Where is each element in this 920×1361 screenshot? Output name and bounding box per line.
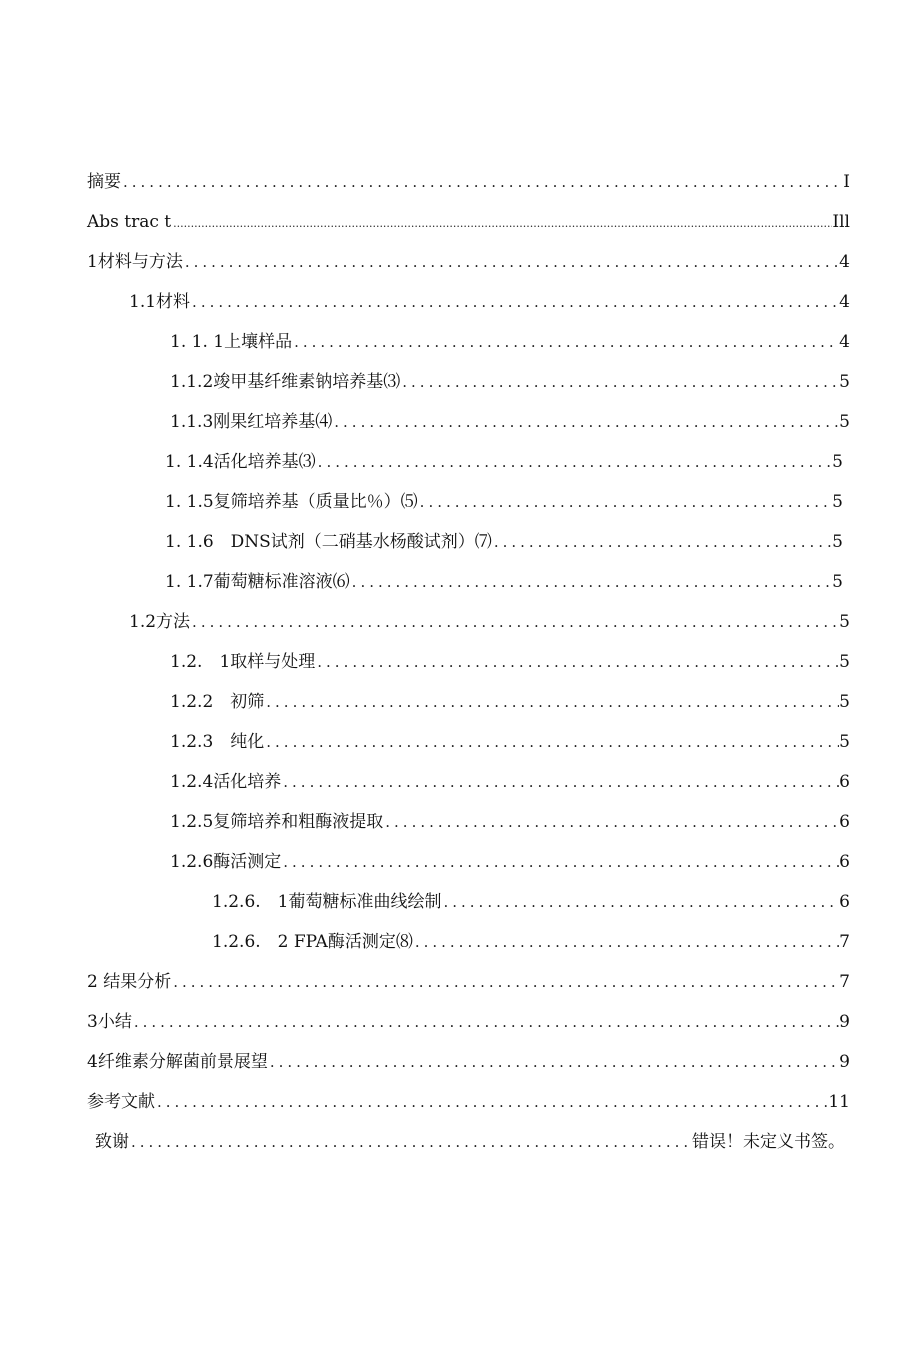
toc-entry-label: 1.1.2竣甲基纤维素钠培养基⑶	[170, 372, 401, 392]
toc-entry-label: 1.2.6酶活测定	[170, 852, 282, 872]
toc-dot-leader	[316, 450, 833, 474]
toc-entry-label: 1. 1. 1上壤样品	[170, 332, 293, 352]
toc-entry-page: 6	[839, 852, 850, 872]
toc-entry-label: 参考文献	[87, 1092, 155, 1112]
toc-entry-rescreen-medium[interactable]	[165, 490, 843, 514]
toc-entry-dns-reagent[interactable]	[165, 530, 843, 554]
toc-entry-purification[interactable]	[170, 730, 850, 754]
toc-entry-references[interactable]	[87, 1090, 850, 1114]
toc-dot-leader	[183, 250, 839, 274]
toc-entry-page: Ill	[832, 212, 850, 232]
toc-entry-page: 11	[828, 1092, 850, 1112]
toc-dot-leader	[171, 212, 832, 236]
toc-entry-page: 5	[839, 612, 850, 632]
toc-entry-label: 致谢	[95, 1132, 129, 1152]
toc-dot-leader	[281, 850, 839, 874]
toc-entry-primary-screening[interactable]	[170, 690, 850, 714]
toc-entry-abstract-cn[interactable]	[87, 170, 850, 194]
toc-entry-fpa-assay[interactable]	[212, 930, 850, 954]
toc-entry-glucose-standard-solution[interactable]	[165, 570, 843, 594]
toc-entry-soil-samples[interactable]	[170, 330, 850, 354]
toc-entry-outlook[interactable]	[87, 1050, 850, 1074]
toc-dot-leader	[155, 1090, 828, 1114]
toc-entry-page: 5	[839, 372, 850, 392]
toc-entry-page: 4	[839, 332, 850, 352]
toc-dot-leader	[441, 890, 839, 914]
toc-entry-label: 1. 1.6 DNS试剂（二硝基水杨酸试剂）⑺	[165, 532, 492, 552]
toc-entry-page: 4	[839, 252, 850, 272]
toc-entry-methods[interactable]	[129, 610, 850, 634]
toc-entry-page: 5	[839, 692, 850, 712]
toc-dot-leader	[121, 170, 843, 194]
toc-entry-abstract-en[interactable]	[87, 210, 850, 234]
toc-entry-sampling[interactable]	[170, 650, 850, 674]
toc-dot-leader	[383, 810, 839, 834]
toc-entry-glucose-curve[interactable]	[212, 890, 850, 914]
toc-entry-page: 5	[832, 492, 843, 512]
toc-entry-page: 5	[839, 412, 850, 432]
toc-dot-leader	[400, 370, 839, 394]
toc-dot-leader	[190, 610, 839, 634]
toc-entry-label: 4纤维素分解菌前景展望	[87, 1052, 268, 1072]
toc-entry-rescreen-extraction[interactable]	[170, 810, 850, 834]
toc-entry-label: 1.1材料	[129, 292, 191, 312]
toc-entry-page: 4	[839, 292, 850, 312]
toc-entry-label: 1.2.6. 1葡萄糖标准曲线绘制	[212, 892, 442, 912]
toc-dot-leader	[264, 690, 839, 714]
toc-entry-page: 7	[839, 932, 850, 952]
toc-dot-leader	[315, 650, 839, 674]
toc-dot-leader	[413, 930, 839, 954]
toc-entry-page: 5	[832, 452, 843, 472]
toc-entry-label: 1材料与方法	[87, 252, 183, 272]
toc-dot-leader	[268, 1050, 839, 1074]
toc-entry-page: 5	[839, 652, 850, 672]
toc-dot-leader	[171, 970, 839, 994]
toc-entry-label: 1. 1.7葡萄糖标准溶液⑹	[165, 572, 350, 592]
toc-entry-materials-methods[interactable]	[87, 250, 850, 274]
toc-entry-label: 摘要	[87, 172, 121, 192]
toc-entry-congo-red-medium[interactable]	[170, 410, 850, 434]
toc-entry-results[interactable]	[87, 970, 850, 994]
toc-entry-page: I	[843, 172, 850, 192]
toc-dot-leader	[132, 1010, 839, 1034]
toc-entry-label: 2 结果分析	[87, 972, 172, 992]
toc-dot-leader	[264, 730, 839, 754]
toc-entry-page: 6	[839, 772, 850, 792]
toc-entry-acknowledgements[interactable]	[95, 1130, 845, 1154]
toc-dot-leader	[281, 770, 839, 794]
toc-entry-label: 1. 1.5复筛培养基（质量比％）⑸	[165, 492, 418, 512]
toc-entry-activation-culture[interactable]	[170, 770, 850, 794]
toc-entry-page: 9	[839, 1052, 850, 1072]
toc-entry-label: Abs trac t	[87, 212, 172, 232]
toc-dot-leader	[350, 570, 833, 594]
toc-dot-leader	[129, 1130, 692, 1154]
toc-entry-label: 1.2.6. 2 FPA酶活测定⑻	[212, 932, 413, 952]
toc-entry-activation-medium[interactable]	[165, 450, 843, 474]
toc-dot-leader	[332, 410, 839, 434]
toc-entry-label: 1.2.3 纯化	[170, 732, 265, 752]
toc-entry-page: 7	[839, 972, 850, 992]
toc-entry-label: 1.2. 1取样与处理	[170, 652, 316, 672]
toc-entry-label: 1.2.2 初筛	[170, 692, 265, 712]
toc-entry-page: 9	[839, 1012, 850, 1032]
toc-entry-page: 错误！未定义书签。	[692, 1132, 845, 1152]
toc-entry-enzyme-assay[interactable]	[170, 850, 850, 874]
toc-dot-leader	[492, 530, 832, 554]
toc-entry-summary[interactable]	[87, 1010, 850, 1034]
toc-entry-label: 1.1.3刚果红培养基⑷	[170, 412, 333, 432]
toc-dot-leader	[190, 290, 839, 314]
toc-entry-label: 1.2.5复筛培养和粗酶液提取	[170, 812, 384, 832]
toc-entry-page: 5	[839, 732, 850, 752]
toc-entry-page: 5	[832, 532, 843, 552]
toc-entry-page: 5	[832, 572, 843, 592]
toc-entry-label: 1.2.4活化培养	[170, 772, 282, 792]
toc-dot-leader	[418, 490, 833, 514]
toc-entry-label: 3小结	[87, 1012, 132, 1032]
toc-entry-page: 6	[839, 892, 850, 912]
toc-entry-page: 6	[839, 812, 850, 832]
toc-entry-label: 1.2方法	[129, 612, 191, 632]
toc-entry-cmc-medium[interactable]	[170, 370, 850, 394]
toc-entry-label: 1. 1.4活化培养基⑶	[165, 452, 316, 472]
toc-entry-materials[interactable]	[129, 290, 850, 314]
toc-dot-leader	[292, 330, 839, 354]
